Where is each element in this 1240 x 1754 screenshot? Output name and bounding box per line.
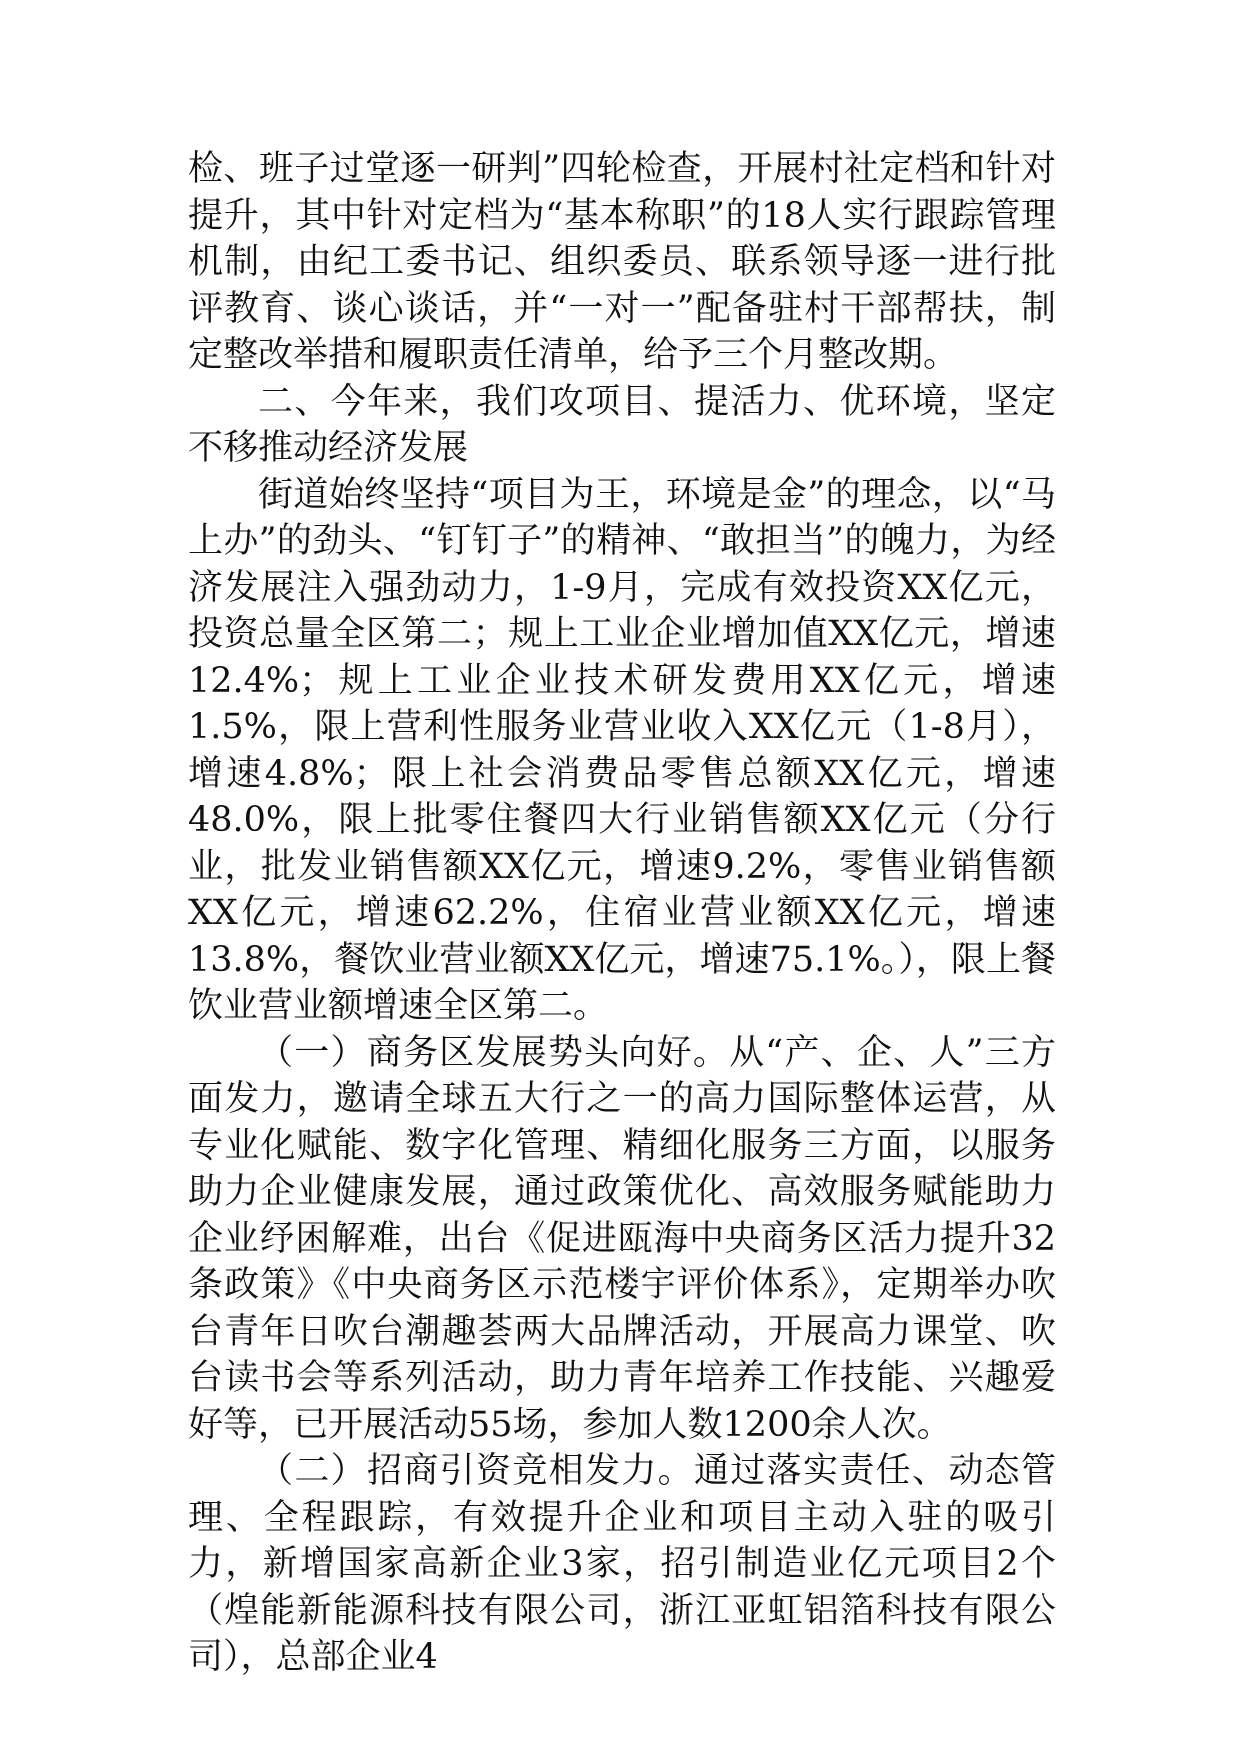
paragraph-business-district: （一）商务区发展势头向好。从“产、企、人”三方面发力，邀请全球五大行之一的高力国际整体运营，从专业化赋能、数字化管理、精细化服务三方面，以服务助力企业健康发展，通过政策优化、高效服务赋能助力企业纾困解难，出台《促进瓯海中央商务区活力提升32条政策》《中央商务区示范楼宇评价体系》，定期举办吹台青年日吹台潮趣荟两大品牌活动，开展高力课堂、吹台读书会等系列活动，助力青年培养工作技能、兴趣爱好等，已开展活动55场，参加人数1200余人次。 — [188, 1032, 1056, 1445]
paragraph-economy: 街道始终坚持“项目为王，环境是金”的理念，以“马上办”的劲头、“钉钉子”的精神、“敢担当”的魄力，为经济发展注入强劲动力，1-9月，完成有效投资XX亿元，投资总量全区第二；规上工业企业增加值XX亿元，增速12.4%；规上工业企业技术研发费用XX亿元，增速1.5%，限上营利性服务业营业收入XX亿元（1-8月），增速4.8%；限上社会消费品零售总额XX亿元，增速48.0%，限上批零住餐四大行业销售额XX亿元（分行业，批发业销售额XX亿元，增速9.2%，零售业销售额XX亿元，增速62.2%，住宿业营业额XX亿元，增速13.8%，餐饮业营业额XX亿元，增速75.1%。），限上餐饮业营业额增速全区第二。 — [188, 474, 1056, 1026]
paragraph-investment: （二）招商引资竞相发力。通过落实责任、动态管理、全程跟踪，有效提升企业和项目主动入驻的吸引力，新增国家高新企业3家，招引制造业亿元项目2个（煌能新能源科技有限公司，浙江亚虹铝箔科技有限公司），总部企业4 — [188, 1451, 1056, 1677]
section-heading: 二、今年来，我们攻项目、提活力、优环境，坚定不移推动经济发展 — [188, 381, 1056, 468]
document-body — [188, 146, 1056, 1681]
paragraph-continued: 检、班子过堂逐一研判”四轮检查，开展村社定档和针对提升，其中针对定档为“基本称职”的18人实行跟踪管理机制，由纪工委书记、组织委员、联系领导逐一进行批评教育、谈心谈话，并“一对一”配备驻村干部帮扶，制定整改举措和履职责任清单，给予三个月整改期。 — [188, 149, 1056, 375]
